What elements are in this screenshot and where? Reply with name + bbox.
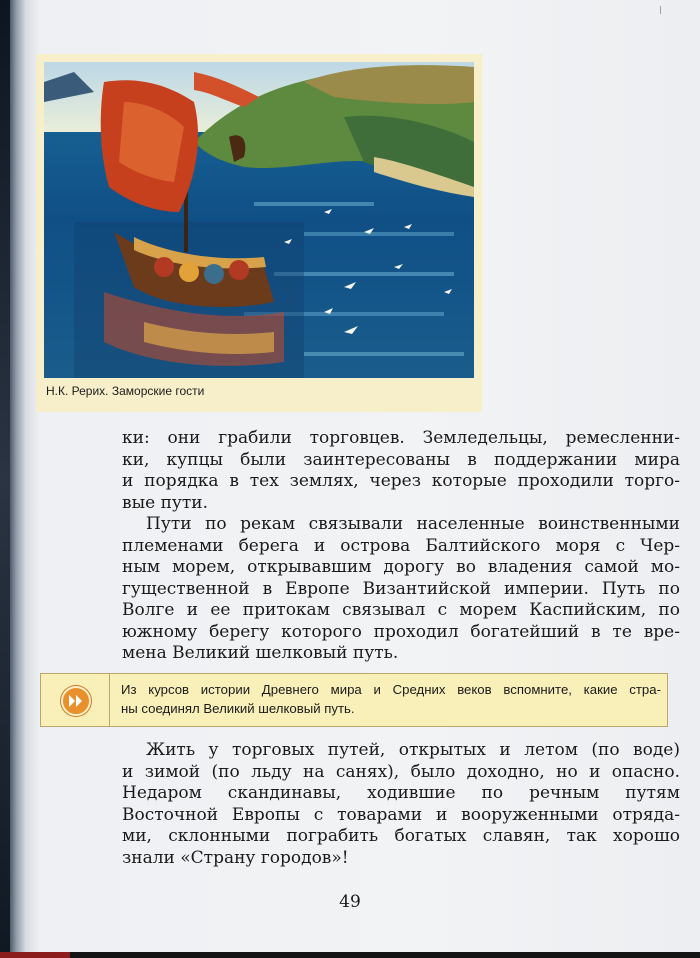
- figure-caption: Н.К. Рерих. Заморские гости: [46, 384, 205, 398]
- text-line: ки, купцы были заинтересованы в поддержании мира: [122, 449, 680, 470]
- text-line: Недаром скандинавы, ходившие по речным путям: [122, 783, 680, 803]
- text-line: ки: они грабили торговцев. Земледельцы, ремесленни-: [122, 428, 680, 448]
- text-line: и зимой (по льду на санях), было доходно, но и опасно.: [122, 761, 680, 782]
- book-spine-shadow: [0, 0, 10, 958]
- paragraph-2: [122, 514, 680, 665]
- callout-line: Из курсов истории Древнего мира и Средних веков вспомните, какие стра-: [121, 682, 661, 697]
- text-line: вые пути.: [122, 492, 209, 513]
- callout-line: ны соединял Великий шелковый путь.: [121, 701, 355, 716]
- text-line: и порядка в тех землях, через которые проходили торго-: [122, 471, 680, 491]
- text-line: южному берегу которого проходил богатейший в те вре-: [122, 621, 680, 642]
- text-line: племенами берега и острова Балтийского моря с Чер-: [122, 535, 680, 556]
- text-line: Восточной Европы с товарами и вооруженными отряда-: [122, 804, 680, 825]
- text-line: ным морем, открывавшим дорогу во владения самой мо-: [122, 557, 680, 577]
- text-line: Жить у торговых путей, открытых и летом (по воде): [146, 740, 680, 760]
- text-line: Пути по рекам связывали населенные воинственными: [146, 514, 680, 534]
- text-line: знали «Страну городов»!: [122, 847, 349, 868]
- recall-callout: [40, 673, 668, 727]
- fast-forward-icon: [61, 686, 91, 716]
- page-number: 49: [339, 892, 361, 912]
- callout-text: [121, 680, 661, 718]
- painting-image: [44, 62, 474, 378]
- bottom-edge: [0, 952, 700, 958]
- paragraph-1: [122, 428, 680, 514]
- callout-icon-box: [41, 674, 110, 726]
- text-line: гущественной в Европе Византийской империи. Путь по: [122, 578, 680, 599]
- text-line: ми, склонными пограбить богатых славян, так хорошо: [122, 826, 680, 846]
- painting-figure: [36, 54, 482, 412]
- page-mark: [660, 6, 661, 14]
- paragraph-3: [122, 740, 680, 869]
- text-line: Волге и ее притокам связывал с морем Каспийским, по: [122, 600, 680, 620]
- text-line: мена Великий шелковый путь.: [122, 643, 399, 663]
